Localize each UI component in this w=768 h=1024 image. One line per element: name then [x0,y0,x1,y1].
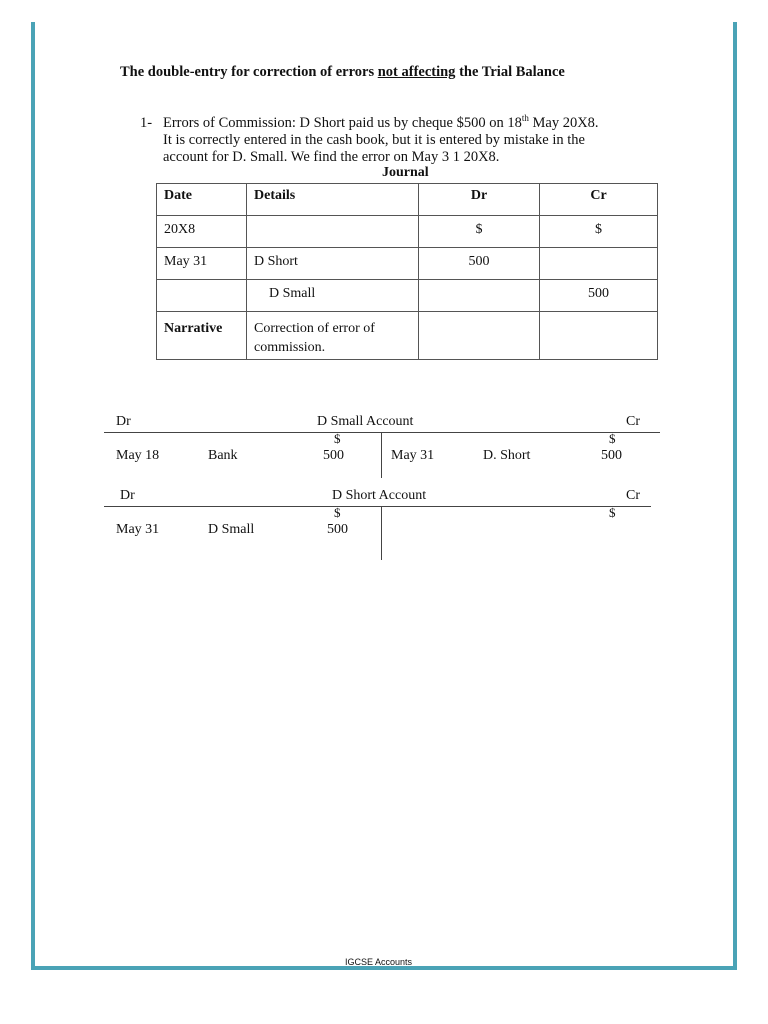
small-account-dollar-left: $ [334,431,341,446]
short-account-dollar-left: $ [334,505,341,520]
page-border-right [733,22,737,970]
table-row [157,216,658,248]
small-account-title: D Small Account [317,414,414,429]
small-account-dollar-right: $ [609,431,616,446]
small-account-right-date: May 31 [391,448,435,463]
small-account-left-details: Bank [208,448,238,463]
journal-cell-dr: $ [419,216,540,248]
short-account-divider [381,506,382,560]
heading-underlined: not affecting [377,64,456,80]
narrative-dr [419,312,540,360]
small-account-left-date: May 18 [116,448,160,463]
small-account-right-details: D. Short [483,448,531,463]
heading-post: the Trial Balance [455,64,565,80]
narrative-text: Correction of error of commission. [247,312,419,360]
ordinal-suffix: th [521,113,529,124]
journal-header-date: Date [157,184,247,216]
item-line-2: It is correctly entered in the cash book, but it is entered by mistake in the [163,132,585,148]
small-account-dr-label: Dr [116,414,131,429]
heading-pre: The double-entry for correction of errors [120,64,378,80]
small-account-cr-label: Cr [626,414,640,429]
journal-header-dr: Dr [419,184,540,216]
journal-cell-details: D Small [247,280,419,312]
short-account-dollar-right: $ [609,505,616,520]
small-account-divider [381,432,382,478]
table-row [157,248,658,280]
short-account-cr-label: Cr [626,488,640,503]
journal-narrative-row [157,312,658,360]
journal-table [156,183,658,360]
item-number: 1- [140,115,153,131]
page-border-left [31,22,35,970]
journal-cell-cr [540,248,658,280]
journal-header-details: Details [247,184,419,216]
journal-cell-details: D Short [247,248,419,280]
narrative-label: Narrative [157,312,247,360]
journal-cell-cr: 500 [540,280,658,312]
journal-cell-date: May 31 [157,248,247,280]
short-account-title: D Short Account [332,488,427,503]
item-line-3: account for D. Small. We find the error on May 3 1 20X8. [163,149,500,165]
narrative-cr [540,312,658,360]
short-account-left-amount: 500 [327,522,348,537]
short-account-top-rule [104,506,651,507]
table-row [157,280,658,312]
journal-cell-cr: $ [540,216,658,248]
short-account-left-details: D Small [208,522,255,537]
item-line-1: Errors of Commission: D Short paid us by cheque $500 on 18th May 20X8. [163,113,599,131]
journal-header-cr: Cr [540,184,658,216]
journal-cell-details [247,216,419,248]
page-footer: IGCSE Accounts [345,957,413,967]
journal-cell-dr: 500 [419,248,540,280]
small-account-right-amount: 500 [601,448,622,463]
journal-header-row [157,184,658,216]
journal-title: Journal [382,165,429,180]
small-account-top-rule [104,432,660,433]
short-account-dr-label: Dr [120,488,135,503]
short-account-left-date: May 31 [116,522,160,537]
small-account-left-amount: 500 [323,448,344,463]
item-text [163,115,683,166]
journal-cell-dr [419,280,540,312]
journal-cell-date [157,280,247,312]
page-heading [120,64,565,81]
journal-cell-date: 20X8 [157,216,247,248]
